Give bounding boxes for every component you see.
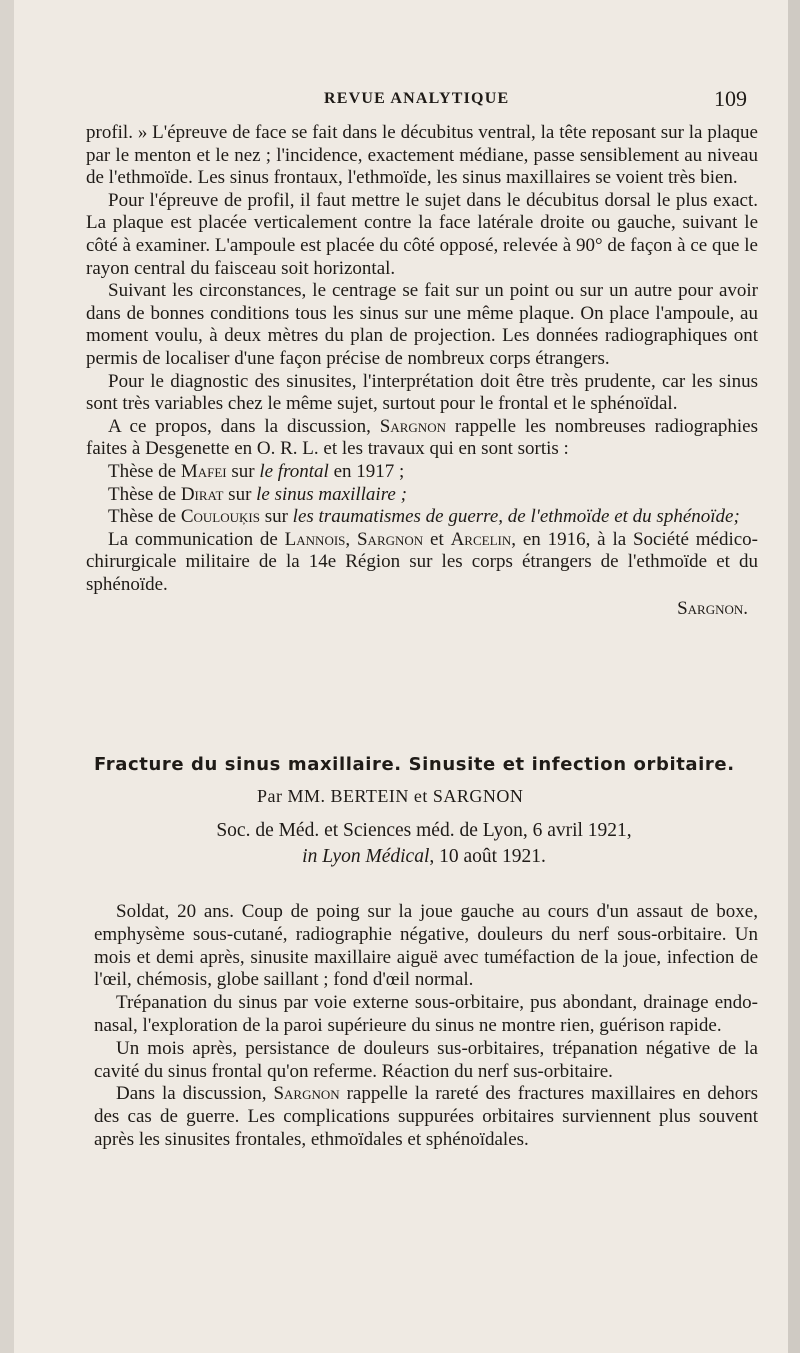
text-run: sur [259,506,293,528]
paragraph: Suivant les circonstances, le centrage se fait sur un point ou sur un autre pour avoir dans de bonnes conditions tous les sinus sur une même plaque. On place l'ampoule, au moment voulu, à deux mètres du plan de projection. Les données radiographiques ont permis de localiser d'une façon précise de nombreux corps étrangers. [86,280,758,369]
thesis-item [86,461,758,484]
author-name: Dirat [180,483,224,505]
text-run: et [423,528,451,550]
article-body [94,901,758,1152]
author-name: Arcelin [450,528,512,550]
paragraph: Trépanation du sinus par voie externe sous-orbitaire, pus abondant, drainage endo-nasal, l'exploration de la paroi supérieure du sinus ne montre rien, guérison rapide. [94,992,758,1036]
author-name: Sargnon [379,415,446,437]
text-run: Thèse de [108,506,181,528]
page-header [14,86,790,116]
journal-name: in Lyon Médical [302,846,430,867]
source-line [134,844,714,870]
paragraph: Pour l'épreuve de profil, il faut mettre le sujet dans le décubitus dorsal le plus exact. La plaque est placée verticalement contre la face latérale droite ou gauche, suivant le côté à examiner. L'ampoule est placée du côté opposé, relevée à 90° de façon à ce que le rayon central du faisceau soit horizontal. [86,189,758,279]
thesis-item [86,484,758,507]
thesis-title: le frontal [259,460,329,482]
thesis-title: les traumatismes de guerre, de l'ethmoïde et du sphénoïde; [292,506,740,528]
text-run: Thèse de [108,483,181,505]
previous-article-body [86,122,758,621]
signature: Sargnon. [677,598,748,620]
byline: Par MM. BERTEIN et SARGNON [257,786,524,806]
paragraph: profil. » L'épreuve de face se fait dans le décubitus ventral, la tête reposant sur la plaque par le menton et le nez ; l'incidence, exactement médiane, passe sensiblement au niveau de l'ethmoïde. Les sinus frontaux, l'ethmoïde, les sinus maxillaires se voient très bien. [86,122,758,189]
author-name: Sargnon [356,528,424,550]
author-name: Lannois [284,528,346,550]
page-number: 109 [714,86,747,111]
running-head: REVUE ANALYTIQUE [324,90,510,107]
source-line: Soc. de Méd. et Sciences méd. de Lyon, 6 avril 1921, [216,820,632,841]
paragraph: Pour le diagnostic des sinusites, l'interprétation doit être très prudente, car les sinus sont très variables chez le même sujet, surtout pour le frontal et le sphénoïdal. [86,370,758,415]
text-run: , [345,528,357,550]
paragraph [86,529,758,597]
source-citation [134,818,714,870]
text-run: en 1917 ; [328,460,405,482]
text-run: sur [223,483,257,505]
thesis-item [86,506,758,529]
text-run: , 10 août 1921. [429,846,546,867]
author-name: Coulouķis [180,506,260,528]
author-name: Mafei [180,460,227,482]
text-run: La communication de [108,528,285,550]
thesis-title: le sinus maxillaire ; [256,483,407,505]
article-title: Fracture du sinus maxillaire. Sinusite et infection orbitaire. [94,754,735,775]
text-run: rappelle les nombreuses radiographies faites à Desgenette en O. R. L. et les travaux qui en sont sortis : [86,415,758,460]
paragraph [86,416,758,461]
author-name: Sargnon [273,1083,340,1105]
text-run: sur [226,460,260,482]
paragraph [94,1083,758,1151]
text-run: , en 1916, à la Société médico-chirurgicale militaire de la 14e Région sur les corps étrangers de l'ethmoïde et du sphénoïde. [86,528,758,595]
text-run: A ce propos, dans la discussion, [108,415,380,437]
text-run: Thèse de [108,460,181,482]
text-run: Dans la discussion, [116,1083,274,1105]
paragraph: Soldat, 20 ans. Coup de poing sur la joue gauche au cours d'un assaut de boxe, emphysème sous-cutané, radiographie négative, douleurs du nerf sous-orbitaire. Un mois et demi après, sinusite maxillaire aiguë avec tuméfaction de la joue, infection de l'œil, chémosis, globe saillant ; fond d'œil normal. [94,901,758,991]
paragraph: Un mois après, persistance de douleurs sus-orbitaires, trépanation négative de la cavité du sinus frontal qu'on referme. Réaction du nerf sus-orbitaire. [94,1037,758,1082]
text-run: rappelle la rareté des fractures maxillaires en dehors des cas de guerre. Les complications suppurées orbitaires surviennent plus souvent après les sinusites frontales, ethmoïdales et sphénoïdales. [94,1083,758,1150]
